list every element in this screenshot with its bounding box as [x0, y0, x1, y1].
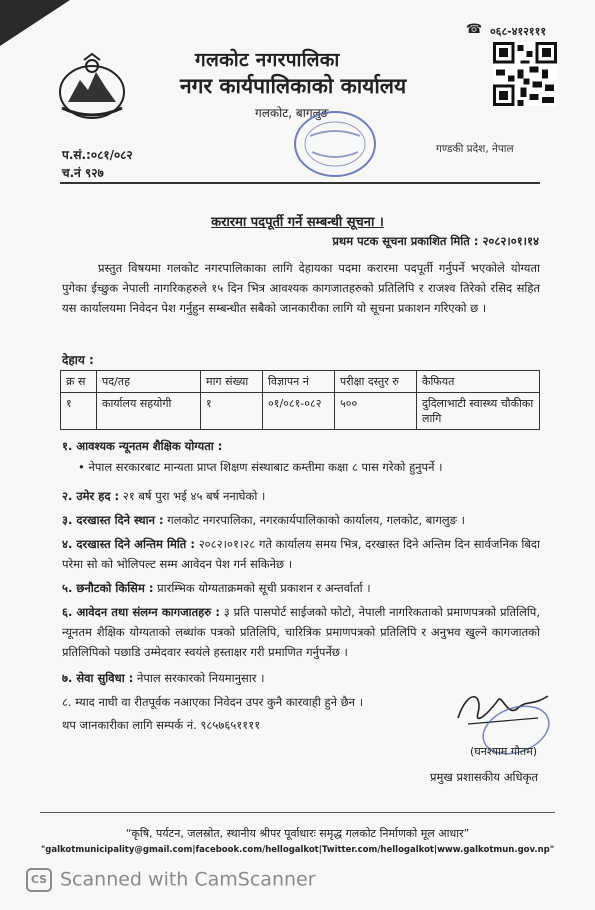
- condition-3-text: गलकोट नगरपालिका, नगरकार्यपालिकाको कार्यालय, गलकोट, बागलुङ ।: [167, 513, 465, 527]
- condition-3: [62, 510, 540, 530]
- camscanner-label: Scanned with CamScanner: [60, 868, 316, 891]
- condition-6-heading: ६. आवेदन तथा संलग्न कागजातहरु :: [62, 605, 220, 619]
- vacancy-table: [60, 370, 540, 430]
- col-header-fee: परीक्षा दस्तुर रु: [335, 371, 417, 393]
- condition-8: ८. म्याद नाघी वा रीतपूर्वक नआएका निवेदन उपर कुनै कारवाही हुने छैन ।: [62, 695, 364, 709]
- province-label: गण्डकी प्रदेश, नेपाल: [436, 143, 514, 155]
- dispatch-number: च.नं ९२७: [62, 166, 104, 180]
- header-divider: [60, 182, 540, 184]
- condition-7-heading: ७. सेवा सुविधा :: [62, 671, 134, 685]
- condition-5-text: प्रारम्भिक योग्यताक्रमको सूची प्रकाशन र अन्तर्वार्ता ।: [157, 581, 371, 595]
- qr-code-icon: [493, 42, 557, 106]
- published-date: प्रथम पटक सूचना प्रकाशित मिति : २०८२।०१।१४: [332, 234, 539, 248]
- cell-fee: ५००: [335, 393, 417, 430]
- footer-motto: “कृषि, पर्यटन, जलस्रोत, स्थानीय श्रीपर पूर्वाधारः समृद्ध गलकोट निर्माणको मूल आधार”: [125, 827, 470, 840]
- condition-1-heading: १. आवश्यक न्यूनतम शैक्षिक योग्यता :: [62, 439, 223, 453]
- condition-6: [62, 602, 540, 662]
- office-subtitle: नगर कार्यपालिकाको कार्यालय: [180, 74, 407, 98]
- condition-5: [62, 578, 540, 598]
- condition-4-text: २०८२।०१।२८ गते कार्यालय समय भित्र, दरखास्त दिने अन्तिम दिन सार्वजनिक बिदा परेमा सो को भोलिपल्ट सम्म आवेदन पेश गर्न सकिनेछ ।: [62, 537, 540, 571]
- cell-sn: १: [61, 393, 97, 430]
- office-phone: ०६८-४१२१११: [490, 25, 547, 38]
- condition-3-heading: ३. दरखास्त दिने स्थान :: [62, 513, 164, 527]
- condition-5-heading: ५. छनौटको किसिम :: [62, 581, 154, 595]
- table-row: [61, 393, 540, 430]
- office-address: गलकोट, बागलुङ: [255, 106, 329, 120]
- condition-2-text: २१ बर्ष पुरा भई ४५ बर्ष ननाघेको ।: [122, 489, 266, 503]
- signatory-name: (घनश्याम गौतम): [470, 745, 538, 758]
- cell-post: कार्यालय सहयोगी: [97, 393, 201, 430]
- phone-icon: ☎: [466, 22, 483, 37]
- scan-corner-shadow: [0, 0, 70, 46]
- footer-links: "galkotmunicipality@gmail.com|facebook.com/hellogalkot|Twitter.com/hellogalkot|www.galkotmun.gov.np": [40, 845, 555, 855]
- condition-4: [62, 534, 540, 574]
- col-header-remarks: कैफियत: [417, 371, 540, 393]
- contact-number: थप जानकारीका लागि सम्पर्क नं. ९८५७६५११११: [62, 718, 261, 732]
- reference-number: प.सं.:०८१/०८२: [62, 148, 133, 162]
- condition-4-heading: ४. दरखास्त दिने अन्तिम मिति :: [62, 537, 195, 551]
- condition-1-bullet: • नेपाल सरकारबाट मान्यता प्राप्त शिक्षण संस्थाबाट कम्तीमा कक्षा ८ पास गरेको हुनुपर्ने ।: [78, 460, 443, 474]
- condition-6-text: ३ प्रति पासपोर्ट साईजको फोटो, नेपाली नागरिकताको प्रमाणपत्रको प्रतिलिपि, न्यूनतम शैक्षिक योग्यताको लब्धांक पत्रको प्रतिलिपि, चारित्रिक प्रमाणपत्रको प्रतिलिपि र अनुभव खुल्ने कागजातको प्रतिलिपिको पछाडि उम्मेदवार स्वयंले हस्ताक्षर गरी प्रमाणित गर्नुपर्नेछ ।: [62, 605, 540, 659]
- col-header-demand: माग संख्या: [201, 371, 263, 393]
- nepal-emblem-icon: [56, 52, 128, 122]
- notice-title: करारमा पदपूर्ती गर्ने सम्बन्धी सूचना ।: [211, 215, 384, 230]
- cell-remarks: दुदिलाभाटी स्वास्थ्य चौकीका लागि: [417, 393, 540, 430]
- notice-intro: प्रस्तुत विषयमा गलकोट नगरपालिकाका लागि देहायका पदमा करारमा पदपूर्ती गर्नुपर्ने भएकोले योग्यता पुगेका ईच्छुक नेपाली नागरिकहरुले १५ दिन भित्र आवश्यक कागजातहरुको प्रतिलिपि र राजश्व तिरेको रसिद सहित यस कार्यालयमा निवेदन पेश गर्नुहुन सम्बन्धीत सबैको जानकारीका लागि यो सूचना प्रकाशन गरिएको छ ।: [62, 261, 540, 315]
- cell-demand: १: [201, 393, 263, 430]
- condition-1-text: नेपाल सरकारबाट मान्यता प्राप्त शिक्षण संस्थाबाट कम्तीमा कक्षा ८ पास गरेको हुनुपर्ने ।: [88, 460, 443, 474]
- office-stamp-icon: [290, 106, 380, 182]
- col-header-post: पद/तह: [97, 371, 201, 393]
- camscanner-logo-icon: CS: [26, 868, 52, 892]
- details-label: देहाय :: [62, 353, 94, 367]
- table-header-row: [61, 371, 540, 393]
- cell-ad-no: ०१/०८१-०८२: [263, 393, 335, 430]
- condition-2-heading: २. उमेर हद :: [62, 489, 120, 503]
- office-name: गलकोट नगरपालिका: [195, 49, 340, 71]
- camscanner-watermark: [26, 868, 316, 892]
- col-header-sn: क्र स: [61, 371, 97, 393]
- condition-2: [62, 486, 540, 506]
- condition-7-text: नेपाल सरकारको नियमानुसार ।: [136, 671, 265, 685]
- signatory-designation: प्रमुख प्रशासकीय अधिकृत: [430, 770, 538, 784]
- footer-divider: [40, 812, 555, 813]
- col-header-ad-no: विज्ञापन नं: [263, 371, 335, 393]
